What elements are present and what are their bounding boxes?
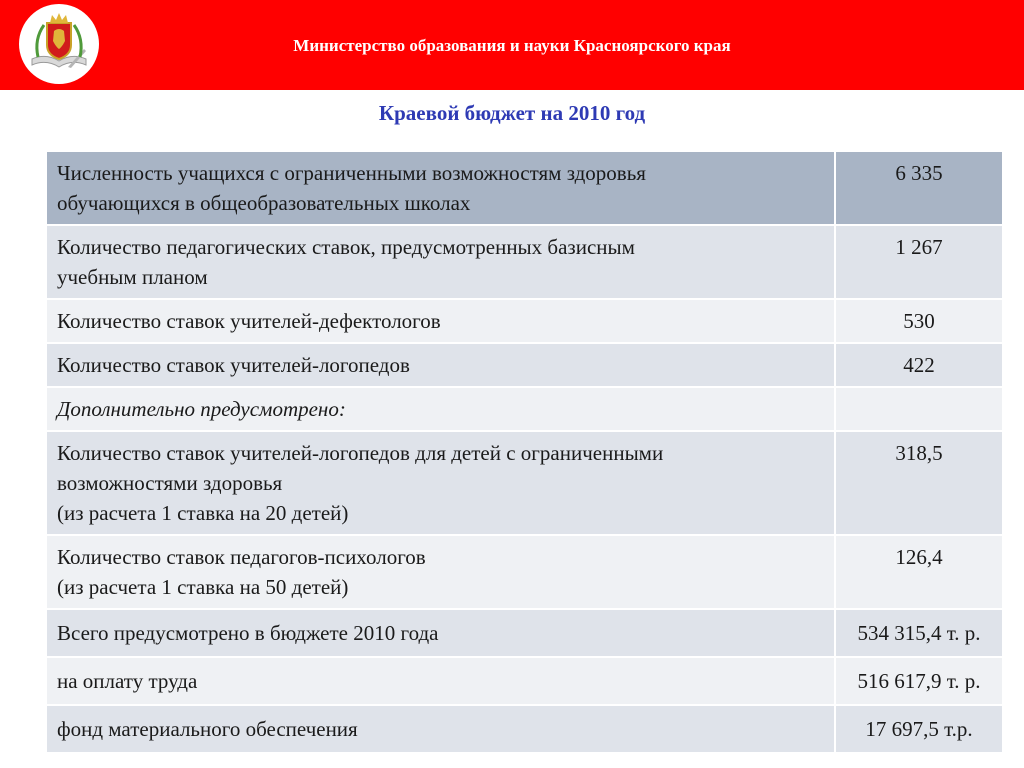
row-value: 6 335 [835,151,1003,225]
row-value: 516 617,9 т. р. [835,657,1003,705]
row-label: Всего предусмотрено в бюджете 2010 года [46,609,835,657]
row-label: Количество ставок учителей-логопедов для детей с ограниченными возможностями здоровья (из расчета 1 ставка на 20 детей) [46,431,835,535]
row-label: фонд материального обеспечения [46,705,835,753]
table-row [46,343,1003,387]
row-label: Количество педагогических ставок, предусмотренных базисным учебным планом [46,225,835,299]
row-value: 530 [835,299,1003,343]
table-row [46,535,1003,609]
row-value: 126,4 [835,535,1003,609]
row-label: Количество ставок учителей-логопедов [46,343,835,387]
row-label: Численность учащихся с ограниченными возможностям здоровья обучающихся в общеобразовательных школах [46,151,835,225]
row-value: 422 [835,343,1003,387]
row-label: Дополнительно предусмотрено: [46,387,835,431]
row-label: на оплату труда [46,657,835,705]
row-value: 17 697,5 т.р. [835,705,1003,753]
table-row [46,705,1003,753]
table-row [46,609,1003,657]
ministry-title: Министерство образования и науки Красноярского края [293,36,731,55]
row-label: Количество ставок учителей-дефектологов [46,299,835,343]
table-row [46,299,1003,343]
table-row [46,387,1003,431]
table-row [46,151,1003,225]
row-value: 534 315,4 т. р. [835,609,1003,657]
row-value: 1 267 [835,225,1003,299]
row-value [835,387,1003,431]
row-label: Количество ставок педагогов-психологов (из расчета 1 ставка на 50 детей) [46,535,835,609]
row-value: 318,5 [835,431,1003,535]
budget-table [45,150,1004,754]
table-row [46,431,1003,535]
table-row [46,657,1003,705]
table-row [46,225,1003,299]
slide-title: Краевой бюджет на 2010 год [378,101,646,125]
header-bar [0,0,1024,90]
